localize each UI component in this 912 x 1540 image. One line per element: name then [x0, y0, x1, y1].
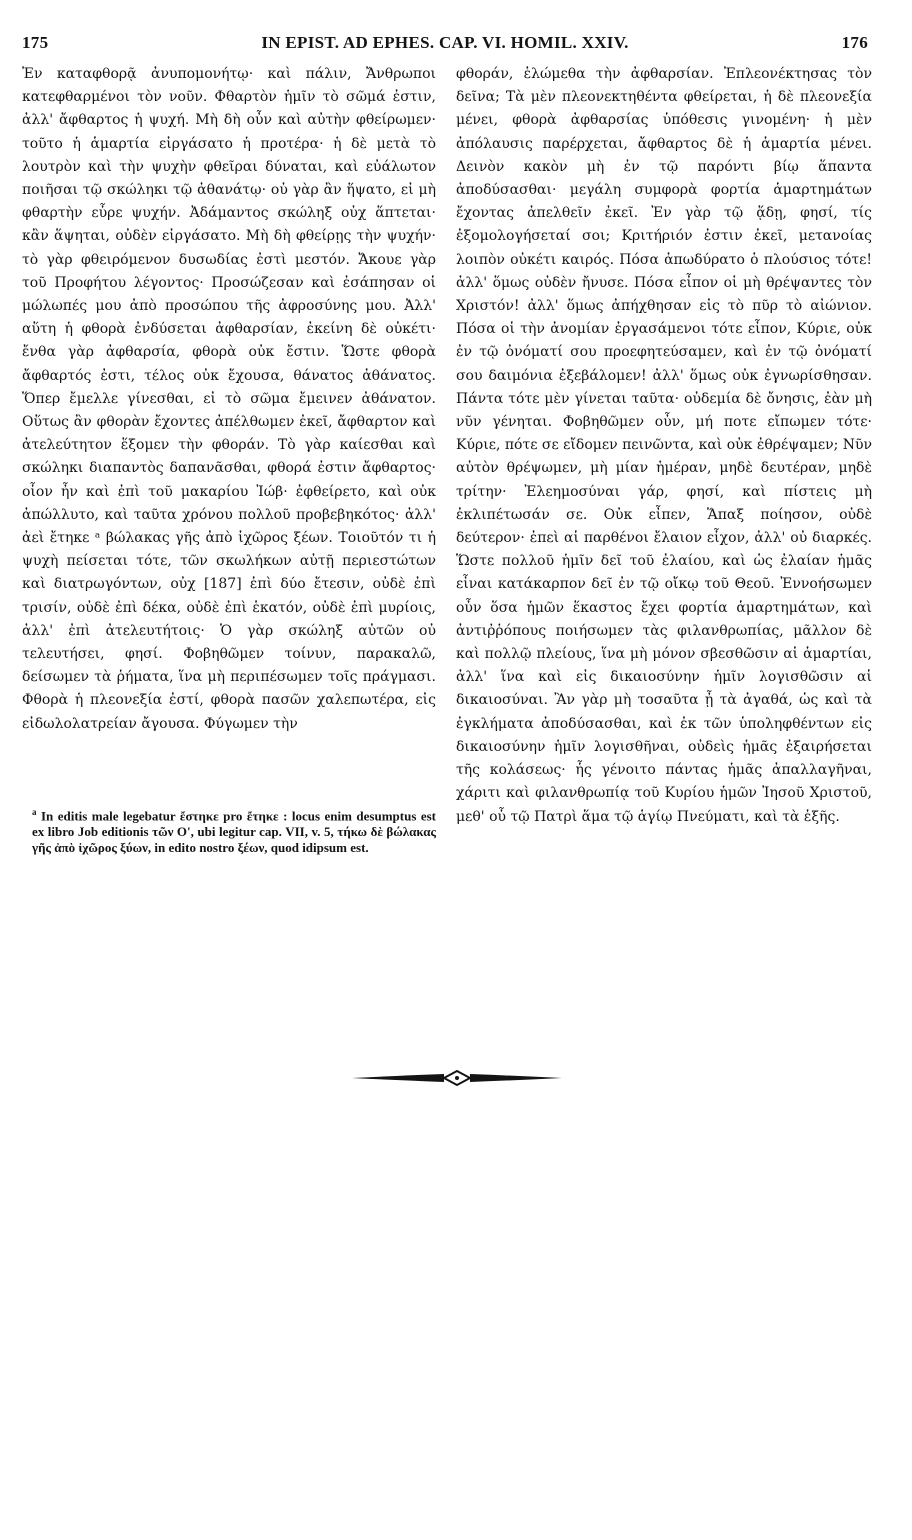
left-column: [22, 63, 436, 736]
right-column: [456, 63, 872, 829]
footnote: [32, 805, 436, 855]
left-page-number: 175: [22, 33, 49, 52]
right-page-number: 176: [841, 33, 868, 52]
right-column-text: φθοράν, ἑλώμεθα τὴν ἀφθαρσίαν. Ἐπλεονέκτησας τὸν δεῖνα; Τὰ μὲν πλεονεκτηθέντα φθείρεται, ἡ δὲ πλεονεξία μένει, φθορὰ ἀφθαρσίας ὑπόθεσις γινομένη· ἡ μὲν ἀπόλαυσις παρέρχεται, ἄφθαρτος δὲ ἡ ἁμαρτία μένει. Δεινὸν κακὸν μὴ ἐν τῷ παρόντι βίῳ ἅπαντα ἀποδύσασθαι· μεγάλη συμφορὰ φορτία ἁμαρτημάτων ἔχοντας ἀπελθεῖν ἐκεῖ. Ἐν γὰρ τῷ ᾅδῃ, φησί, τίς ἐξομολογήσεταί σοι; Κριτήριόν ἐστιν ἐκεῖ, μετανοίας λοιπὸν οὐκέτι καιρός. Πόσα ἀπωδύρατο ὁ πλούσιος τότε! ἀλλ' ὅμως οὐδὲν ἤνυσε. Πόσα εἶπον οἱ μὴ θρέψαντες τὸν Χριστόν! ἀλλ' ὅμως ἀπήχθησαν εἰς τὸ πῦρ τὸ αἰώνιον. Πόσα οἱ τὴν ἀνομίαν ἐργασάμενοι τότε εἶπον, Κύριε, οὐκ ἐν τῷ ὀνόματί σου προεφητεύσαμεν, καὶ ἐν τῷ ὀνόματί σου δαιμόνια ἐξεβάλομεν! ἀλλ' ὅμως οὐκ ἐγνωρίσθησαν. Πάντα τότε μὲν γίνεται ταῦτα· οὐδεμία δὲ ὄνησις, ἐὰν μὴ νῦν γένηται. Φοβηθῶμεν οὖν, μή ποτε εἴπωμεν τότε· Κύριε, πότε σε εἴδομεν πεινῶντα, καὶ οὐκ ἐθρέψαμεν; Νῦν αὐτὸν θρέψωμεν, μὴ μίαν ἡμέραν, μηδὲ δευτέραν, μηδὲ τρίτην· Ἐλεημοσύναι γάρ, φησί, καὶ πίστεις μὴ ἐκλιπέτωσάν σε. Οὐκ εἶπεν, Ἅπαξ ποίησον, οὐδὲ δεύτερον· ἐπεὶ αἱ παρθένοι ἔλαιον εἶχον, ἀλλ' οὐ διαρκές. Ὥστε πολλοῦ ἡμῖν δεῖ τοῦ ἐλαίου, καὶ ὡς ἐλαίαν ἡμᾶς εἶναι κατάκαρπον δεῖ ἐν τῷ οἴκῳ τοῦ Θεοῦ. Ἐννοήσωμεν οὖν ὅσα ἡμῶν ἕκαστος ἔχει φορτία ἁμαρτημάτων, καὶ ἀντιῤῥόπους ποιήσωμεν τὰς φιλανθρωπίας, μᾶλλον δὲ καὶ πολλῷ πλείους, ἵνα μὴ μόνον σβεσθῶσιν αἱ ἁμαρτίαι, ἀλλ' ἵνα καὶ εἰς δικαιοσύνην ἡμῖν λογισθῶσιν αἱ δικαιοσύναι. Ἂν γὰρ μὴ τοσαῦτα ᾖ τὰ ἀγαθά, ὡς καὶ τὰ ἐγκλήματα ἀποδύσασθαι, καὶ ἐκ τῶν ὑποληφθέντων εἰς δικαιοσύνην ἡμῖν λογισθῆναι, οὐδεὶς ἡμᾶς ἐξαιρήσεται τῆς κολάσεως· ἧς γένοιτο πάντας ἡμᾶς ἀπαλλαγῆναι, χάριτι καὶ φιλανθρωπίᾳ τοῦ Κυρίου ἡμῶν Ἰησοῦ Χριστοῦ, μεθ' οὗ τῷ Πατρὶ ἅμα τῷ ἁγίῳ Πνεύματι, καὶ τὰ ἑξῆς.: [456, 66, 873, 825]
left-column-text: Ἐν καταφθορᾷ ἀνυπομονήτῳ· καὶ πάλιν, Ἄνθρωποι κατεφθαρμένοι τὸν νοῦν. Φθαρτὸν ἡμῖν τὸ σῶμά ἐστιν, ἀλλ' ἄφθαρτος ἡ ψυχή. Μὴ δὴ οὖν καὶ αὐτὴν φθείρωμεν· τοῦτο ἡ ἁμαρτία εἰργάσατο ἡ προτέρα· ἡ δὲ μετὰ τὸ λουτρὸν καὶ τὴν ψυχὴν φθεῖραι δύναται, καὶ εὐάλωτον ποιῆσαι τῷ σκώληκι τῷ ἀθανάτῳ· οὐ γὰρ ἂν ἥψατο, εἰ μὴ φθαρτὴν εὗρε ψυχήν. Ἀδάμαντος σκώληξ οὐχ ἅπτεται· κἂν ἅψηται, οὐδὲν εἰργάσατο. Μὴ δὴ φθείρῃς τὴν ψυχήν· τὸ γὰρ φθειρόμενον δυσωδίας ἐστὶ μεστόν. Ἄκουε γὰρ τοῦ Προφήτου λέγοντος· Προσώζεσαν καὶ ἐσάπησαν οἱ μώλωπές μου ἀπὸ προσώπου τῆς ἀφροσύνης μου. Ἀλλ' αὕτη ἡ φθορὰ ἐνδύσεται ἀφθαρσίαν, ἐκείνη δὲ οὐκέτι· ἔνθα γὰρ ἀφθαρσία, φθορὰ οὐκ ἔστιν. Ὥστε φθορὰ ἄφθαρτός ἐστι, τέλος οὐκ ἔχουσα, θάνατος ἀθάνατος. Ὅπερ ἔμελλε γίνεσθαι, εἰ τὸ σῶμα ἔμεινεν ἀθάνατον. Οὕτως ἂν φθορὰν ἔχοντες ἀπέλθωμεν ἐκεῖ, ἄφθαρτον καὶ ἀτελεύτητον ἕξομεν τὴν φθοράν. Τὸ γὰρ καίεσθαι καὶ σκώληκι διαπαντὸς δαπανᾶσθαι, φθορά ἐστιν ἄφθαρτος· οἷον ἦν καὶ ἐπὶ τοῦ μακαρίου Ἰώβ· ἐφθείρετο, καὶ οὐκ ἀπώλλυτο, καὶ ταῦτα χρόνου πολλοῦ προβεβηκότος· ἀλλ' ἀεὶ ἔτηκε ᵃ βώλακας γῆς ἀπὸ ἰχῶρος ξέων. Τοιοῦτόν τι ἡ ψυχὴ πείσεται τότε, τῶν σκωλήκων αὐτῇ περιεστώτων καὶ διατρωγόντων, οὐχ [187] ἐπὶ δύο ἔτεσιν, οὐδὲ ἐπὶ τρισίν, οὐδὲ ἐπὶ δέκα, οὐδὲ ἐπὶ ἑκατόν, οὐδὲ ἐπὶ μυρίοις, ἀλλ' ἐπὶ ἀτελευτήτοις· Ὁ γὰρ σκώληξ αὐτῶν οὐ τελευτήσει, φησί. Φοβηθῶμεν τοίνυν, παρακαλῶ, δείσωμεν τὰ ῥήματα, ἵνα μὴ περιπέσωμεν τοῖς πράγμασι. Φθορὰ ἡ πλεονεξία ἐστί, φθορὰ πασῶν χαλεπωτέρα, εἰς εἰδωλολατρείαν ἄγουσα. Φύγωμεν τὴν: [22, 66, 436, 732]
tailpiece-ornament-icon: [352, 1068, 562, 1088]
footnote-text: In editis male legebatur ἔστηκε pro ἔτηκε : locus enim desumptus est ex libro Job editionis τῶν O', ubi legitur cap. VII, v. 5, τήκω δὲ βώλακας γῆς ἀπὸ ἰχῶρος ξύων, in edito nostro ξέων, quod idipsum est.: [32, 808, 437, 855]
footnote-marker: a: [32, 807, 37, 817]
running-header: [22, 33, 868, 57]
running-title: IN EPIST. AD EPHES. CAP. VI. HOMIL. XXIV.: [261, 33, 629, 52]
